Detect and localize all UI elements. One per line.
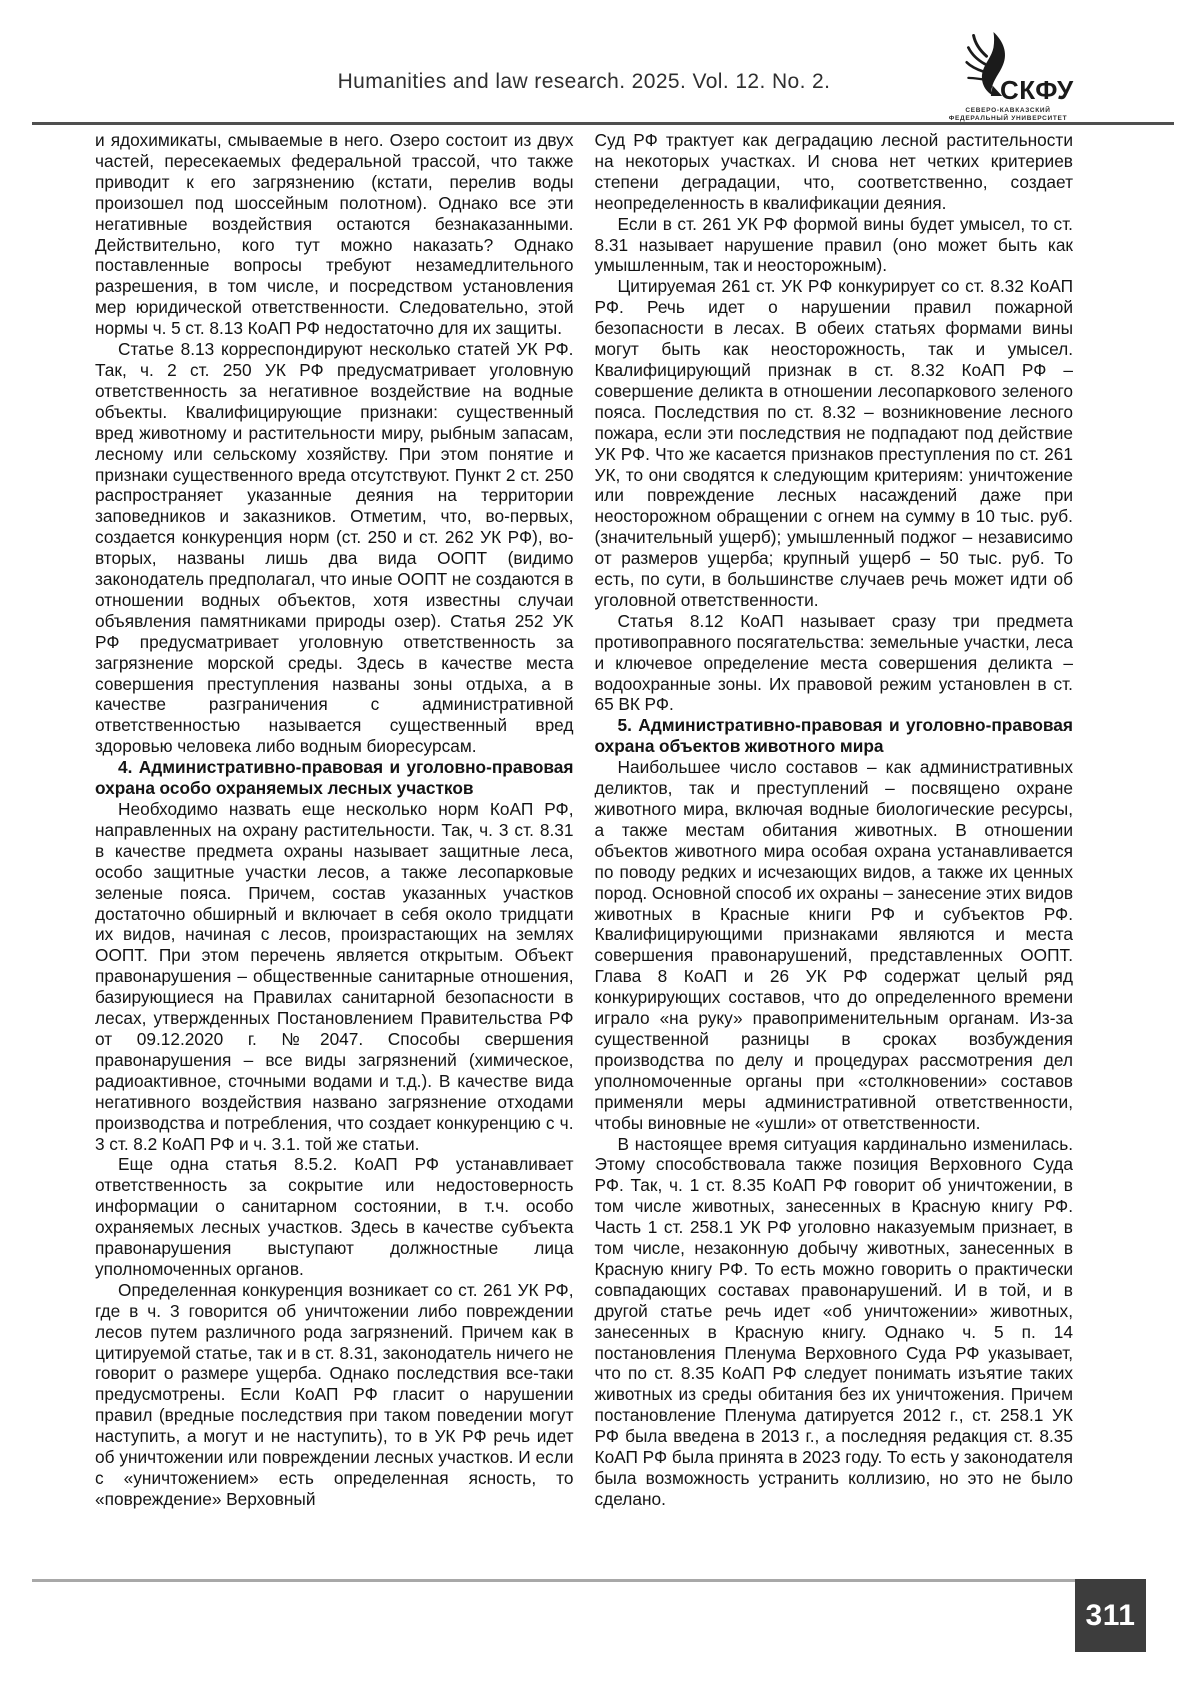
logo-caption-line2: ФЕДЕРАЛЬНЫЙ УНИВЕРСИТЕТ [948,115,1068,122]
paragraph: Статье 8.13 корреспондируют несколько статей УК РФ. Так, ч. 2 ст. 250 УК РФ предусматривает уголовную ответственность за негативное воздействие на водные объекты. Квалифицирующие признаки: существенный вред животному и растительности миру, рыбным запасам, лесному или сельскому хозяйству. При этом понятие и признаки существенного вреда отсутствуют. Пункт 2 ст. 250 распространяет указанные деяния на территории заповедников и заказников. Отметим, что, во-первых, создается конкуренция норм (ст. 250 и ст. 262 УК РФ), во-вторых, названы лишь два вида ООПТ (видимо законодатель предполагал, что иные ООПТ не создаются в отношении водных объектов, хотя известны случаи объявления памятниками природы озер). Статья 252 УК РФ предусматривает уголовную ответственность за загрязнение морской среды. Здесь в качестве места совершения преступления названы зоны отдыха, а в качестве разграничения с административной ответственностью называется существенный вред здоровью человека либо водным биоресурсам. [95,339,574,757]
paragraph: Еще одна статья 8.5.2. КоАП РФ устанавливает ответственность за сокрытие или недостоверность информации о санитарном состоянии, в т.ч. особо охраняемых лесных участков. Здесь в качестве субъекта правонарушения выступают должностные лица уполномоченных органов. [95,1154,574,1279]
journal-title: Humanities and law research. 2025. Vol. 12. No. 2. [337,70,831,93]
logo-caption [938,107,1078,123]
paragraph: В настоящее время ситуация кардинально изменилась. Этому способствовала также позиция Верховного Суда РФ. Так, ч. 1 ст. 8.35 КоАП РФ говорит об уничтожении, в том числе животных, занесенных в Красную книгу РФ. Часть 1 ст. 258.1 УК РФ уголовно наказуемым признает, в том числе, незаконную добычу животных, занесенных в Красную книгу РФ. То есть можно говорить о практически совпадающих составах правонарушений. И в той, и в другой статье речь идет «об уничтожении» животных, занесенных в Красную книгу. Однако ч. 5 п. 14 постановления Пленума Верховного Суда РФ указывает, что по ст. 8.35 КоАП РФ следует понимать изъятие таких животных из среды обитания без их уничтожения. Причем постановление Пленума датируется 2012 г., ст. 258.1 УК РФ была введена в 2013 г., а последняя редакция ст. 8.35 КоАП РФ была принята в 2023 году. То есть у законодателя была возможность устранить коллизию, но это не было сделано. [594,1133,1073,1509]
page-number-box [1075,1579,1146,1652]
article-body [95,130,1073,1510]
paragraph: Статья 8.12 КоАП называет сразу три предмета противоправного посягательства: земельные участки, леса и ключевое определение места совершения деликта – водоохранные зоны. Их правовой режим установлен в ст. 65 ВК РФ. [594,610,1073,715]
paragraph: Цитируемая 261 ст. УК РФ конкурирует со ст. 8.32 КоАП РФ. Речь идет о нарушении правил пожарной безопасности в лесах. В обеих статьях формами вины могут быть как неосторожность, так и умысел. Квалифицирующий признак в ст. 8.32 КоАП РФ – совершение деликта в отношении лесопаркового зеленого пояса. Последствия по ст. 8.32 – возникновение лесного пожара, если эти последствия не подпадают под действие УК РФ. Что же касается признаков преступления по ст. 261 УК, то они сводятся к следующим критериям: уничтожение или повреждение лесных насаждений даже при неосторожном обращении с огнем на сумму в 10 тыс. руб. (значительный ущерб); умышленный поджог – независимо от размеров ущерба; крупный ущерб – 50 тыс. руб. То есть, по сути, в большинстве случаев речь может идти об уголовной ответственности. [594,276,1073,610]
right-column [595,130,1074,1510]
section-heading-5: 5. Административно-правовая и уголовно-правовая охрана объектов животного мира [594,715,1073,757]
paragraph: Необходимо назвать еще несколько норм КоАП РФ, направленных на охрану растительности. Так, ч. 3 ст. 8.31 в качестве предмета охраны называет защитные леса, особо защитные участки лесов, а также лесопарковые зеленые пояса. Причем, состав указанных участков достаточно обширный и включает в себя около тридцати их видов, начиная с лесов, произрастающих на землях ООПТ. При этом перечень является открытым. Объект правонарушения – общественные санитарные отношения, базирующиеся на Правилах санитарной безопасности в лесах, утвержденных Постановлением Правительства РФ от 09.12.2020 г. №2047. Способы свершения правонарушения – все виды загрязнений (химическое, радиоактивное, сточными водами и т.д.). В качестве вида негативного воздействия названо загрязнение отходами производства и потребления, что создает конкуренцию с ч. 3 ст. 8.2 КоАП РФ и ч. 3.1. той же статьи. [95,799,574,1154]
paragraph: Если в ст. 261 УК РФ формой вины будет умысел, то ст. 8.31 называет нарушение правил (оно может быть как умышленным, так и неосторожным). [594,213,1073,276]
header-rule [32,122,1174,125]
paragraph: Суд РФ трактует как деградацию лесной растительности на некоторых участках. И снова нет четких критериев степени деградации, что, соответственно, создает неопределенность в квалификации деяния. [594,130,1073,213]
paragraph: и ядохимикаты, смываемые в него. Озеро состоит из двух частей, пересекаемых федеральной трассой, что также приводит к его загрязнению (кстати, перелив воды произошел под шоссейным полотном). Однако все эти негативные воздействия остаются безнаказанными. Действительно, кого тут можно наказать? Однако поставленные вопросы требуют незамедлительного разрешения, в том числе, и посредством установления мер юридической ответственности. Следовательно, этой нормы ч. 5 ст. 8.13 КоАП РФ недостаточно для их защиты. [95,130,574,339]
section-heading-4: 4. Административно-правовая и уголовно-правовая охрана особо охраняемых лесных участков [95,757,574,799]
paragraph: Наибольшее число составов – как административных деликтов, так и преступлений – посвящено охране животного мира, включая водные биологические ресурсы, а также местам обитания животных. В отношении объектов животного мира особая охрана устанавливается по поводу редких и исчезающих видов, а также их ценных пород. Основной способ их охраны – занесение этих видов животных в Красные книги РФ и субъектов РФ. Квалифицирующими признаками являются и места совершения правонарушений, представленных ООПТ. Глава 8 КоАП и 26 УК РФ содержат целый ряд конкурирующих составов, что до определенного времени играло «на руку» правоприменительным органам. Из-за существенной разницы в сроках возбуждения производства по делу и процедурах рассмотрения дел уполномоченные органы при «столкновении» составов применяли меры административной ответственности, чтобы виновные не «ушли» от ответственности. [594,757,1073,1133]
university-logo [938,28,1078,122]
left-column [95,130,574,1510]
page-number: 311 [1085,1598,1136,1632]
footer-rule [32,1579,1075,1582]
logo-acronym: СКФУ [1000,75,1074,105]
logo-caption-line1: СЕВЕРО-КАВКАЗСКИЙ [965,107,1051,114]
paragraph: Определенная конкуренция возникает со ст. 261 УК РФ, где в ч. 3 говорится об уничтожении либо повреждении лесов путем различного рода загрязнений. Причем как в цитируемой статье, так и в ст. 8.31, законодатель ничего не говорит о размере ущерба. Однако последствия все-таки предусмотрены. Если КоАП РФ гласит о нарушении правил (вредные последствия при таком поведении могут наступить, а могут и не наступить), то в УК РФ речь идет об уничтожении или повреждении лесных участков. И если с «уничтожением» есть определенная ясность, то «повреждение» Верховный [95,1279,574,1509]
